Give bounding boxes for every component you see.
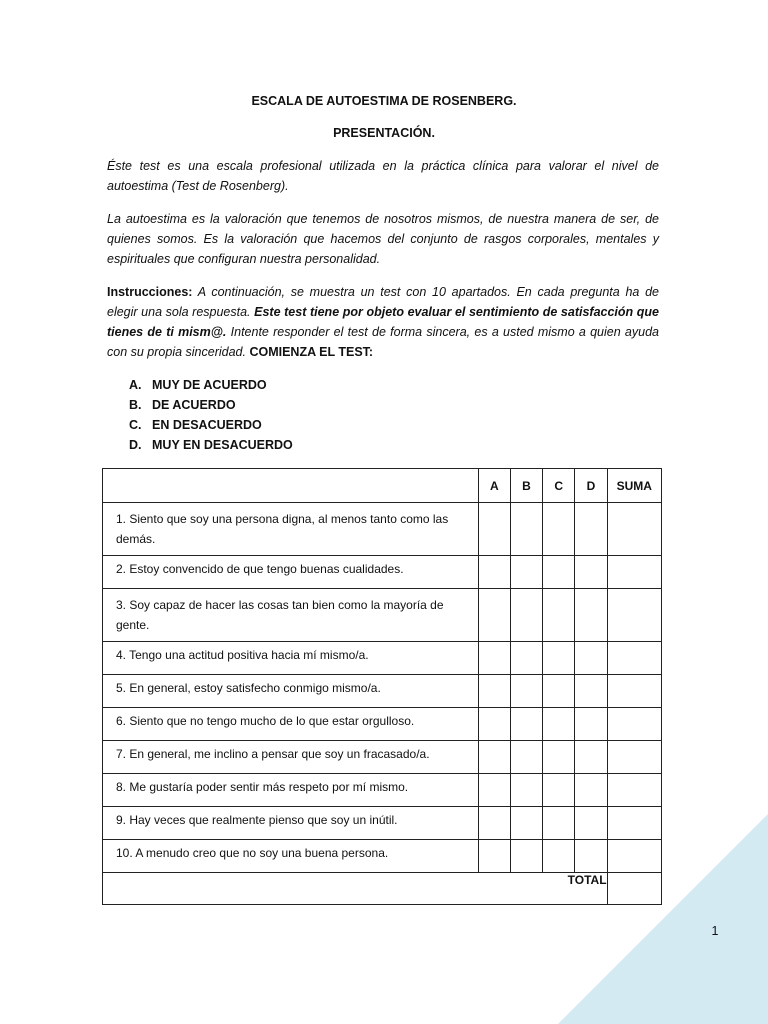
instructions-label: Instrucciones: xyxy=(107,285,193,299)
document-title: ESCALA DE AUTOESTIMA DE ROSENBERG. xyxy=(251,94,517,108)
answer-cell-b[interactable] xyxy=(510,589,542,642)
question-text: 2. Estoy convencido de que tengo buenas cualidades. xyxy=(103,556,479,589)
answer-cell-d[interactable] xyxy=(575,708,607,741)
option-item xyxy=(129,395,293,415)
answer-cell-b[interactable] xyxy=(510,503,542,556)
question-text: 5. En general, estoy satisfecho conmigo mismo/a. xyxy=(103,675,479,708)
table-row xyxy=(103,807,662,840)
answer-cell-c[interactable] xyxy=(543,503,575,556)
sum-cell[interactable] xyxy=(607,642,661,675)
answer-cell-a[interactable] xyxy=(478,589,510,642)
table-header-row xyxy=(103,469,662,503)
table-row xyxy=(103,741,662,774)
instructions-text-2: Intente responder el test de forma sincera, es a usted mismo a quien ayuda con su propia sinceridad. xyxy=(107,325,659,359)
instructions-paragraph xyxy=(107,282,659,362)
answer-cell-d[interactable] xyxy=(575,556,607,589)
answer-cell-c[interactable] xyxy=(543,556,575,589)
answer-cell-b[interactable] xyxy=(510,675,542,708)
sum-cell[interactable] xyxy=(607,708,661,741)
option-item xyxy=(129,435,293,455)
answer-cell-d[interactable] xyxy=(575,840,607,873)
option-item xyxy=(129,415,293,435)
table-row xyxy=(103,708,662,741)
option-text: EN DESACUERDO xyxy=(152,418,262,432)
option-item xyxy=(129,375,293,395)
answer-options-list xyxy=(129,375,293,455)
option-letter: A. xyxy=(129,378,142,392)
option-text: MUY EN DESACUERDO xyxy=(152,438,293,452)
answer-cell-a[interactable] xyxy=(478,807,510,840)
table-row xyxy=(103,642,662,675)
answer-cell-d[interactable] xyxy=(575,741,607,774)
answer-cell-b[interactable] xyxy=(510,840,542,873)
sum-cell[interactable] xyxy=(607,840,661,873)
answer-cell-a[interactable] xyxy=(478,675,510,708)
question-text: 8. Me gustaría poder sentir más respeto por mí mismo. xyxy=(103,774,479,807)
answer-cell-a[interactable] xyxy=(478,503,510,556)
table-row xyxy=(103,589,662,642)
answer-cell-b[interactable] xyxy=(510,774,542,807)
option-letter: C. xyxy=(129,418,142,432)
answer-cell-c[interactable] xyxy=(543,774,575,807)
instructions-text-1: A continuación, se muestra un test con 10 apartados. En cada pregunta ha de elegir una sola respuesta. xyxy=(107,285,659,319)
answer-cell-c[interactable] xyxy=(543,840,575,873)
total-label: TOTAL xyxy=(103,873,608,905)
option-letter: D. xyxy=(129,438,142,452)
answer-cell-a[interactable] xyxy=(478,708,510,741)
option-text: DE ACUERDO xyxy=(152,398,236,412)
table-row xyxy=(103,840,662,873)
header-b: B xyxy=(510,469,542,503)
answer-cell-b[interactable] xyxy=(510,556,542,589)
answer-cell-d[interactable] xyxy=(575,589,607,642)
answer-cell-d[interactable] xyxy=(575,774,607,807)
instructions-emphasis: Este test tiene por objeto evaluar el sentimiento de satisfacción que tienes de ti mism@. xyxy=(107,305,659,339)
question-text: 6. Siento que no tengo mucho de lo que estar orgulloso. xyxy=(103,708,479,741)
sum-cell[interactable] xyxy=(607,556,661,589)
table-row xyxy=(103,774,662,807)
table-row xyxy=(103,556,662,589)
answer-cell-a[interactable] xyxy=(478,774,510,807)
question-text: 10. A menudo creo que no soy una buena persona. xyxy=(103,840,479,873)
question-text: 7. En general, me inclino a pensar que soy un fracasado/a. xyxy=(103,741,479,774)
sum-cell[interactable] xyxy=(607,774,661,807)
answer-cell-b[interactable] xyxy=(510,741,542,774)
start-test-label: COMIENZA EL TEST: xyxy=(249,345,374,359)
header-question xyxy=(103,469,479,503)
answer-cell-c[interactable] xyxy=(543,589,575,642)
total-cell[interactable] xyxy=(607,873,661,905)
page-number: 1 xyxy=(711,924,719,938)
answer-cell-b[interactable] xyxy=(510,642,542,675)
document-subtitle: PRESENTACIÓN. xyxy=(333,126,435,140)
total-row xyxy=(103,873,662,905)
answer-cell-a[interactable] xyxy=(478,642,510,675)
answer-cell-b[interactable] xyxy=(510,708,542,741)
intro-paragraph: Éste test es una escala profesional utilizada en la práctica clínica para valorar el nivel de autoestima (Test de Rosenberg). xyxy=(107,159,659,193)
option-text: MUY DE ACUERDO xyxy=(152,378,267,392)
sum-cell[interactable] xyxy=(607,589,661,642)
answer-cell-c[interactable] xyxy=(543,807,575,840)
answer-cell-c[interactable] xyxy=(543,708,575,741)
answer-cell-a[interactable] xyxy=(478,556,510,589)
table-row xyxy=(103,503,662,556)
header-c: C xyxy=(543,469,575,503)
question-text: 4. Tengo una actitud positiva hacia mí mismo/a. xyxy=(103,642,479,675)
answer-cell-a[interactable] xyxy=(478,741,510,774)
header-suma: SUMA xyxy=(607,469,661,503)
question-text: 3. Soy capaz de hacer las cosas tan bien como la mayoría de gente. xyxy=(103,589,479,642)
answer-cell-c[interactable] xyxy=(543,642,575,675)
question-text: 1. Siento que soy una persona digna, al menos tanto como las demás. xyxy=(103,503,479,556)
sum-cell[interactable] xyxy=(607,741,661,774)
sum-cell[interactable] xyxy=(607,503,661,556)
answer-cell-a[interactable] xyxy=(478,840,510,873)
survey-table xyxy=(102,468,662,905)
definition-paragraph: La autoestima es la valoración que tenemos de nosotros mismos, de nuestra manera de ser, de quienes somos. Es la valoración que hacemos del conjunto de rasgos corporales, mentales y espirituales que configuran nuestra personalidad. xyxy=(107,212,659,266)
answer-cell-d[interactable] xyxy=(575,807,607,840)
answer-cell-d[interactable] xyxy=(575,675,607,708)
header-a: A xyxy=(478,469,510,503)
table-row xyxy=(103,675,662,708)
option-letter: B. xyxy=(129,398,142,412)
answer-cell-c[interactable] xyxy=(543,741,575,774)
answer-cell-c[interactable] xyxy=(543,675,575,708)
answer-cell-b[interactable] xyxy=(510,807,542,840)
question-text: 9. Hay veces que realmente pienso que soy un inútil. xyxy=(103,807,479,840)
answer-cell-d[interactable] xyxy=(575,642,607,675)
sum-cell[interactable] xyxy=(607,807,661,840)
header-d: D xyxy=(575,469,607,503)
answer-cell-d[interactable] xyxy=(575,503,607,556)
sum-cell[interactable] xyxy=(607,675,661,708)
